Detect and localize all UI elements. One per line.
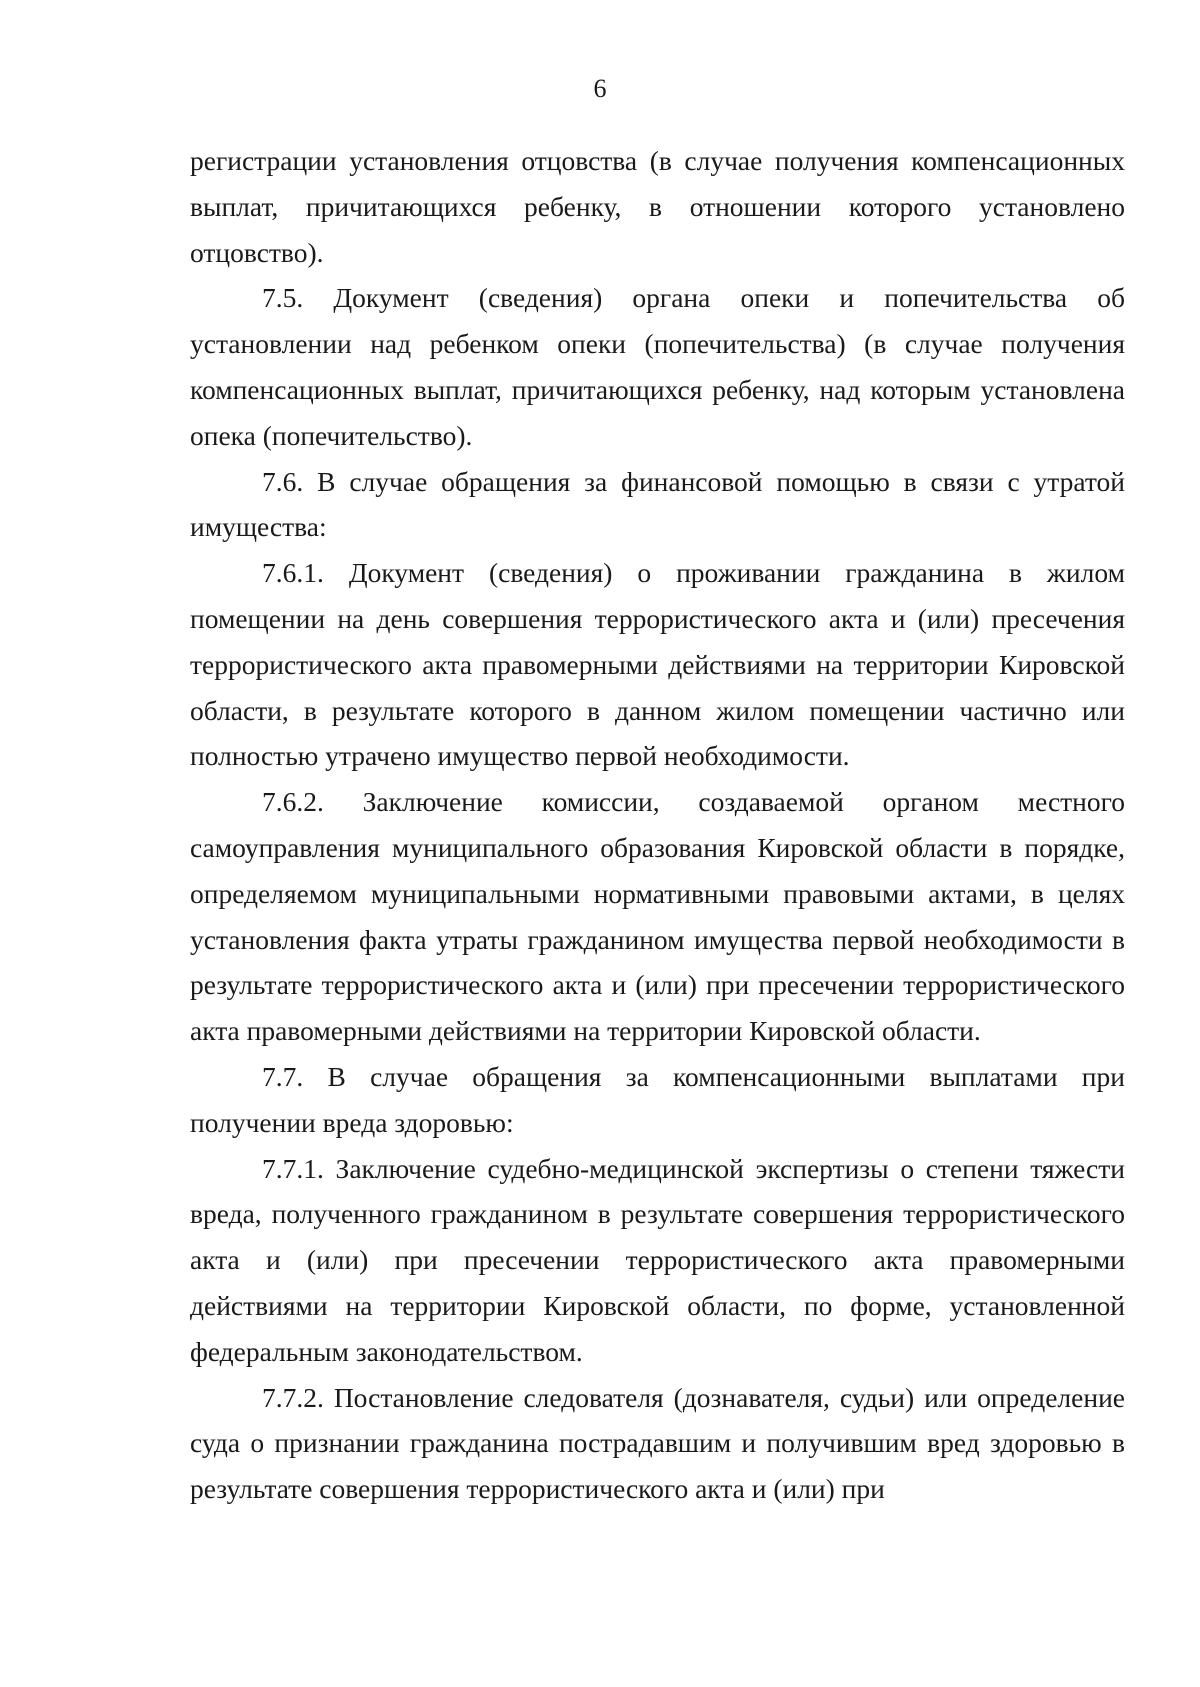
paragraph-7-5: 7.5. Документ (сведения) органа опеки и попечительства об установлении над ребенком опеки (попечительства) (в случае получения компенсационных выплат, причитающихся ребенку, над которым установлена опека (попечительство).: [190, 282, 1125, 451]
paragraph-7-7-1: 7.7.1. Заключение судебно-медицинской экспертизы о степени тяжести вреда, полученного гражданином в результате совершения террористического акта и (или) при пресечении террористического акта правомерными действиями на территории Кировской области, по форме, установленной федеральным законодательством.: [190, 1152, 1125, 1367]
paragraph-7-7-2: 7.7.2. Постановление следователя (дознавателя, судьи) или определение суда о признании гражданина пострадавшим и получившим вред здоровью в результате совершения террористического акта и (или) при: [190, 1381, 1125, 1505]
paragraph-continuation: регистрации установления отцовства (в случае получения компенсационных выплат, причитающихся ребенку, в отношении которого установлено отцовство).: [190, 145, 1125, 268]
page-number: 6: [593, 74, 607, 103]
paragraph-7-7: 7.7. В случае обращения за компенсационными выплатами при получении вреда здоровью:: [190, 1060, 1125, 1138]
paragraph-7-6: 7.6. В случае обращения за финансовой помощью в связи с утратой имущества:: [190, 465, 1125, 543]
paragraph-7-6-1: 7.6.1. Документ (сведения) о проживании гражданина в жилом помещении на день совершения террористического акта и (или) пресечения террористического акта правомерными действиями на территории Кировской области, в результате которого в данном жилом помещении частично или полностью утрачено имущество первой необходимости.: [190, 557, 1125, 772]
document-body: [190, 138, 1125, 1512]
paragraph-7-6-2: 7.6.2. Заключение комиссии, создаваемой органом местного самоуправления муниципального образования Кировской области в порядке, определяемом муниципальными нормативными правовыми актами, в целях установления факта утраты гражданином имущества первой необходимости в результате террористического акта и (или) при пресечении террористического акта правомерными действиями на территории Кировской области.: [190, 786, 1125, 1047]
